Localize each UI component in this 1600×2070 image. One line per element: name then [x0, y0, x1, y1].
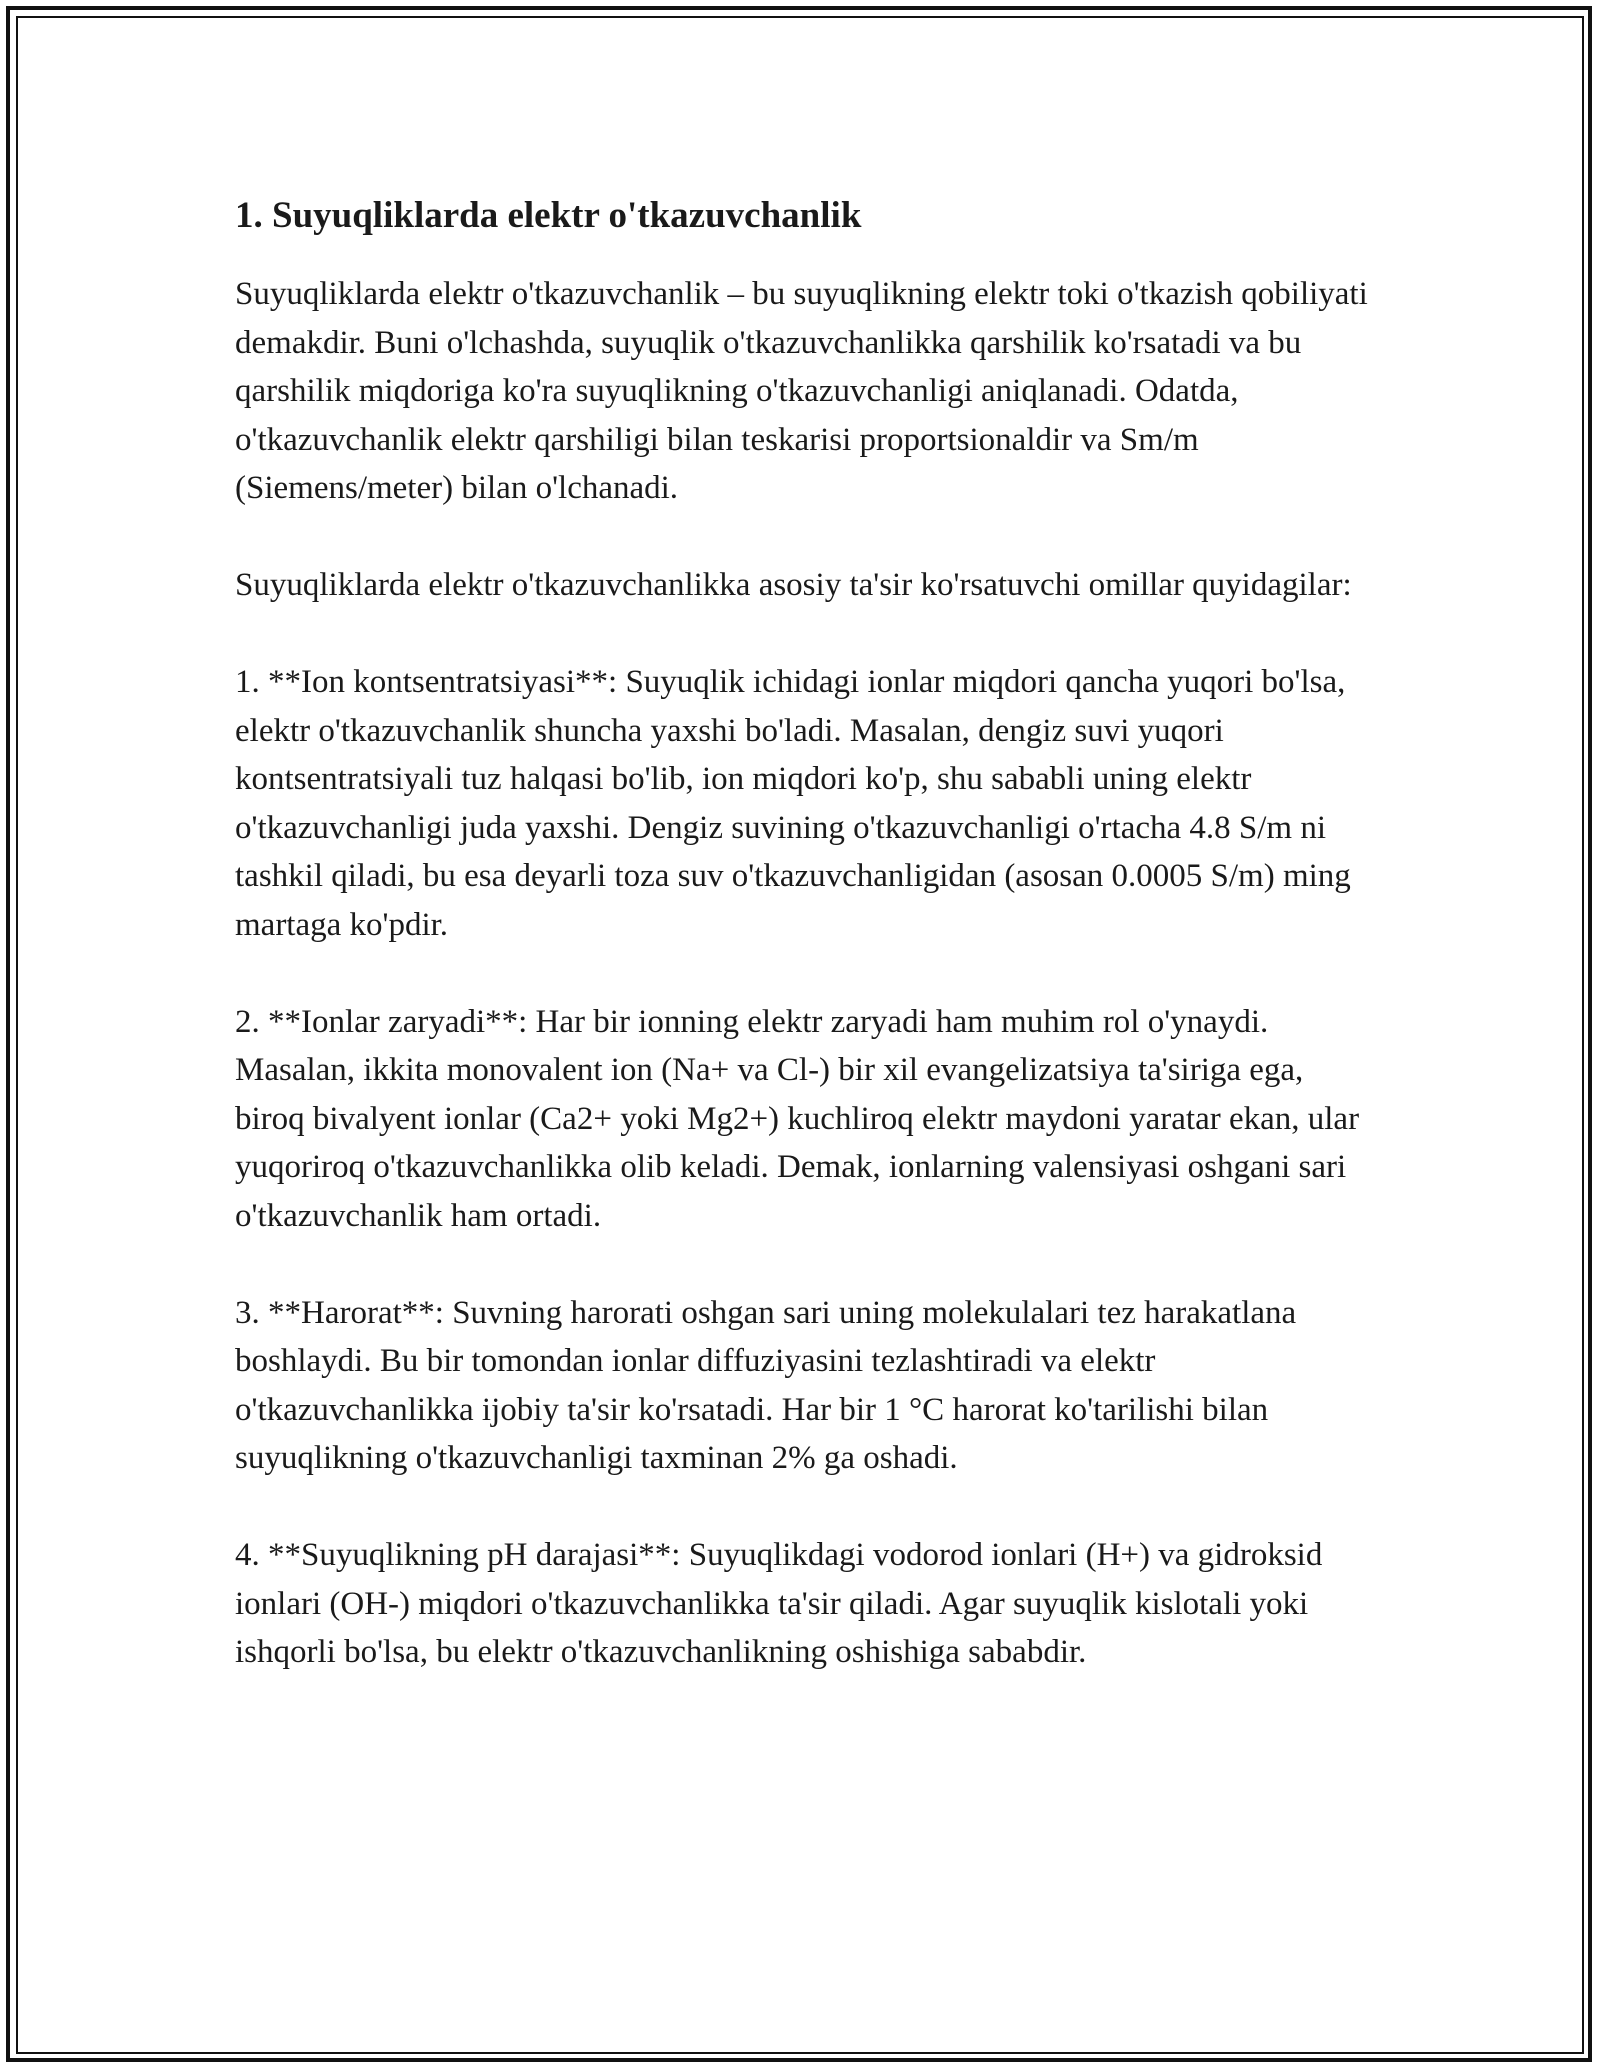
- document-body: [235, 190, 1375, 1725]
- paragraph-ion-charge: 2. **Ionlar zaryadi**: Har bir ionning elektr zaryadi ham muhim rol o'ynaydi. Masalan, ikkita monovalent ion (Na+ va Cl-) bir xil evangelizatsiya ta'siriga ega, biroq bivalyent ionlar (Ca2+ yoki Mg2+) kuchliroq elektr maydoni yaratar ekan, ular yuqoriroq o'tkazuvchanlikka olib keladi. Demak, ionlarning valensiyasi oshgani sari o'tkazuvchanlik ham ortadi.: [235, 1003, 1360, 1234]
- paragraph-ph-level: 4. **Suyuqlikning pH darajasi**: Suyuqlikdagi vodorod ionlari (H+) va gidroksid ionlari (OH-) miqdori o'tkazuvchanlikka ta'sir qiladi. Agar suyuqlik kislotali yoki ishqorli bo'lsa, bu elektr o'tkazuvchanlikning oshishiga sababdir.: [235, 1537, 1323, 1670]
- paragraph-factors-intro: Suyuqliklarda elektr o'tkazuvchanlikka asosiy ta'sir ko'rsatuvchi omillar quyidagilar:: [235, 567, 1352, 603]
- paragraph-temperature: 3. **Harorat**: Suvning harorati oshgan sari uning molekulalari tez harakatlana boshlaydi. Bu bir tomondan ionlar diffuziyasini tezlashtiradi va elektr o'tkazuvchanlikka ijobiy ta'sir ko'rsatadi. Har bir 1 °C harorat ko'tarilishi bilan suyuqlikning o'tkazuvchanligi taxminan 2% ga oshadi.: [235, 1294, 1297, 1476]
- section-title: 1. Suyuqliklarda elektr o'tkazuvchanlik: [235, 195, 862, 236]
- paragraph-definition: Suyuqliklarda elektr o'tkazuvchanlik – bu suyuqlikning elektr toki o'tkazish qobiliyati demakdir. Buni o'lchashda, suyuqlik o'tkazuvchanlikka qarshilik ko'rsatadi va bu qarshilik miqdoriga ko'ra suyuqlikning o'tkazuvchanligi aniqlanadi. Odatda, o'tkazuvchanlik elektr qarshiligi bilan teskarisi proportsionaldir va Sm/m (Siemens/meter) bilan o'lchanadi.: [235, 276, 1368, 506]
- paragraph-ion-concentration: 1. **Ion kontsentratsiyasi**: Suyuqlik ichidagi ionlar miqdori qancha yuqori bo'lsa, elektr o'tkazuvchanlik shuncha yaxshi bo'ladi. Masalan, dengiz suvi yuqori kontsentratsiyali tuz halqasi bo'lib, ion miqdori ko'p, shu sababli uning elektr o'tkazuvchanligi juda yaxshi. Dengiz suvining o'tkazuvchanligi o'rtacha 4.8 S/m ni tashkil qiladi, bu esa deyarli toza suv o'tkazuvchanligidan (asosan 0.0005 S/m) ming martaga ko'pdir.: [235, 664, 1351, 943]
